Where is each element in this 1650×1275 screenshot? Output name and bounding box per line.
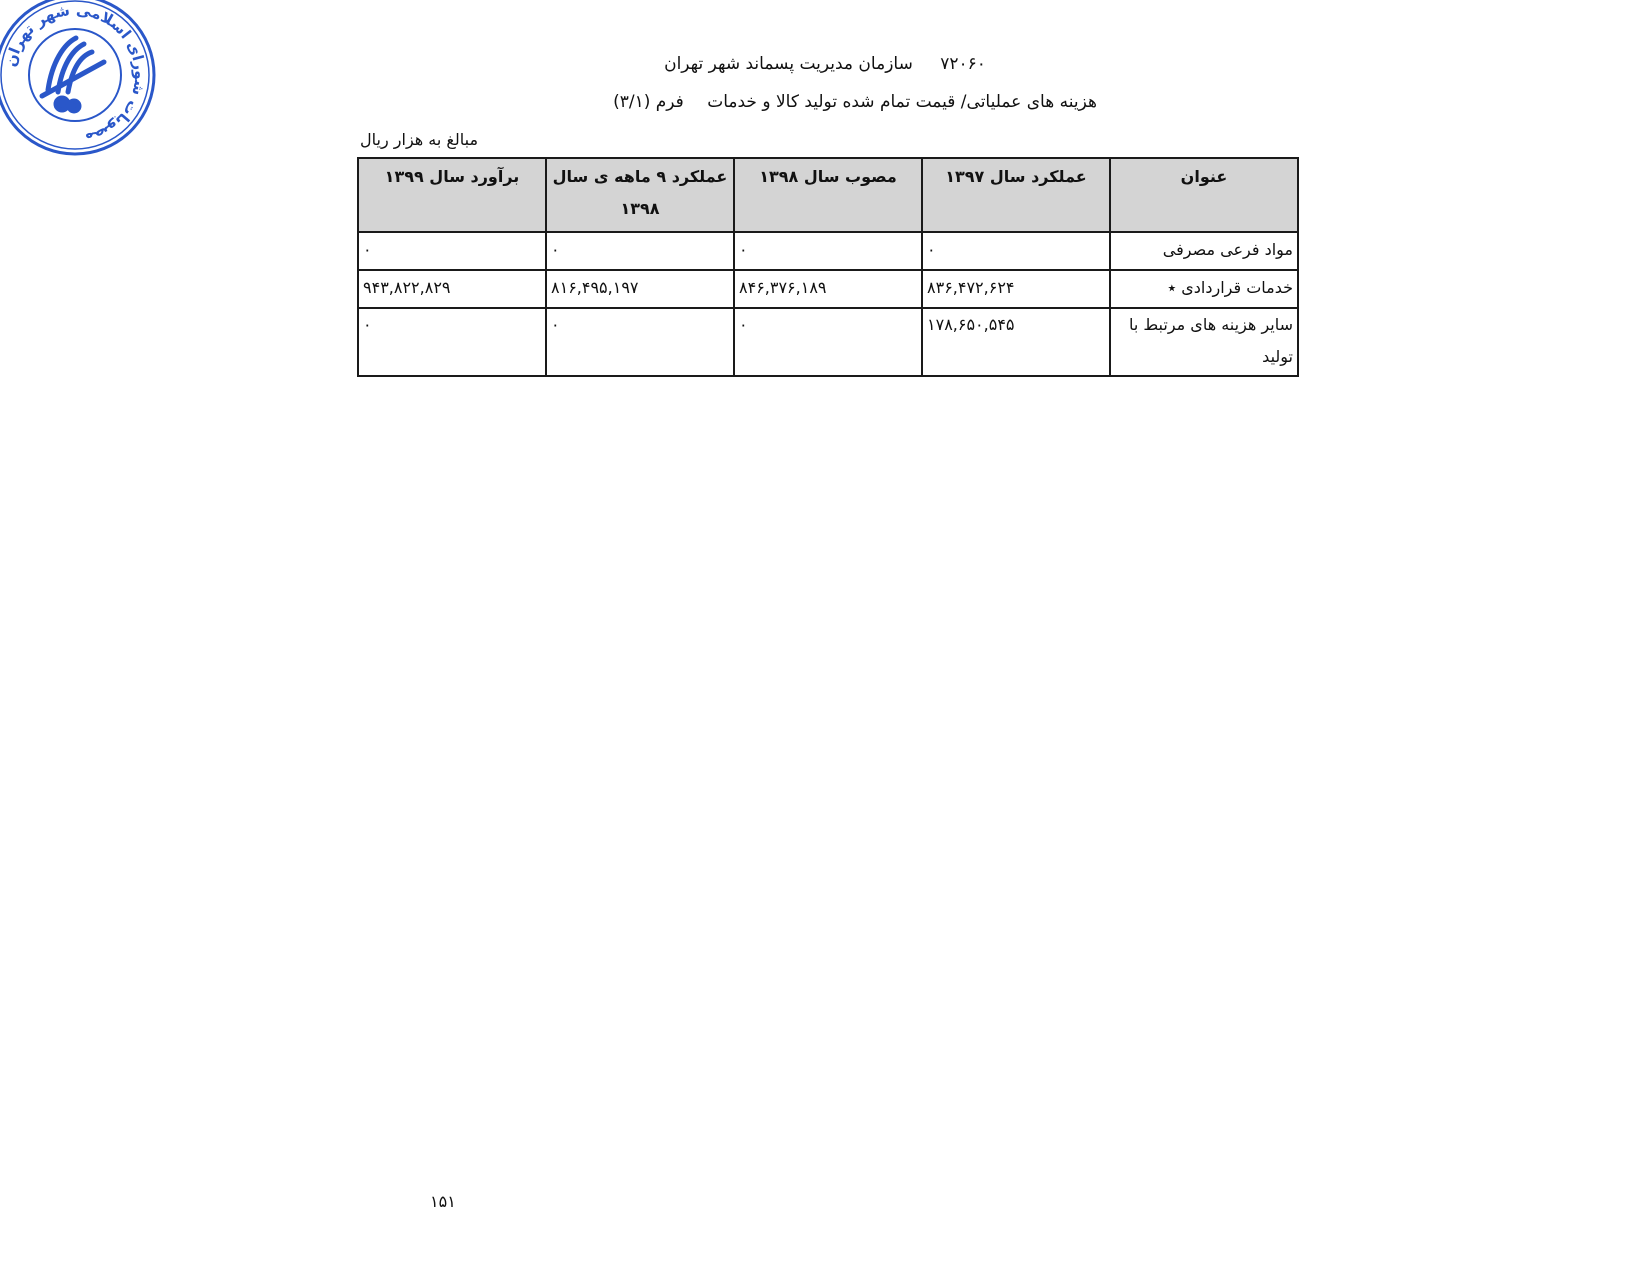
cost-table [357, 157, 1299, 377]
column-header-estimate-1399: برآورد سال ۱۳۹۹ [358, 158, 546, 232]
document-title [0, 53, 1650, 75]
document-subtitle [30, 91, 1650, 113]
table-row [358, 308, 1298, 376]
cell-value: ۸۳۶,۴۷۲,۶۲۴ [922, 270, 1110, 308]
column-header-9month-1398: عملکرد ۹ ماهه ی سال ۱۳۹۸ [546, 158, 734, 232]
council-seal [0, 0, 158, 158]
organization-name: سازمان مدیریت پسماند شهر تهران [664, 54, 913, 74]
page-number: ۱۵۱ [430, 1192, 456, 1211]
table-row [358, 270, 1298, 308]
cell-value: ۰ [358, 232, 546, 270]
cell-value: ۸۱۶,۴۹۵,۱۹۷ [546, 270, 734, 308]
table-row [358, 232, 1298, 270]
row-title: مواد فرعی مصرفی [1110, 232, 1298, 270]
column-header-title: عنوان [1110, 158, 1298, 232]
cell-value: ۰ [734, 232, 922, 270]
cell-value: ۰ [546, 232, 734, 270]
cell-value: ۸۴۶,۳۷۶,۱۸۹ [734, 270, 922, 308]
column-header-approved-1398: مصوب سال ۱۳۹۸ [734, 158, 922, 232]
cell-value: ۰ [734, 308, 922, 376]
row-title: خدمات قراردادی ٭ [1110, 270, 1298, 308]
cell-value: ۱۷۸,۶۵۰,۵۴۵ [922, 308, 1110, 376]
seal-text: مصوبات شورای اسلامی شهر تهران [1, 0, 150, 149]
cell-value: ۹۴۳,۸۲۲,۸۲۹ [358, 270, 546, 308]
seal-graphic [0, 0, 158, 158]
organization-code: ۷۲۰۶۰ [940, 54, 986, 74]
cell-value: ۰ [546, 308, 734, 376]
row-title: سایر هزینه های مرتبط با تولید [1110, 308, 1298, 376]
table-header-row [358, 158, 1298, 232]
subtitle-text: هزینه های عملیاتی/ قیمت تمام شده تولید کالا و خدمات [707, 92, 1097, 112]
column-header-actual-1397: عملکرد سال ۱۳۹۷ [922, 158, 1110, 232]
form-number: فرم (۳/۱) [613, 92, 684, 112]
cell-value: ۰ [922, 232, 1110, 270]
cell-value: ۰ [358, 308, 546, 376]
units-note: مبالغ به هزار ریال [360, 130, 479, 149]
